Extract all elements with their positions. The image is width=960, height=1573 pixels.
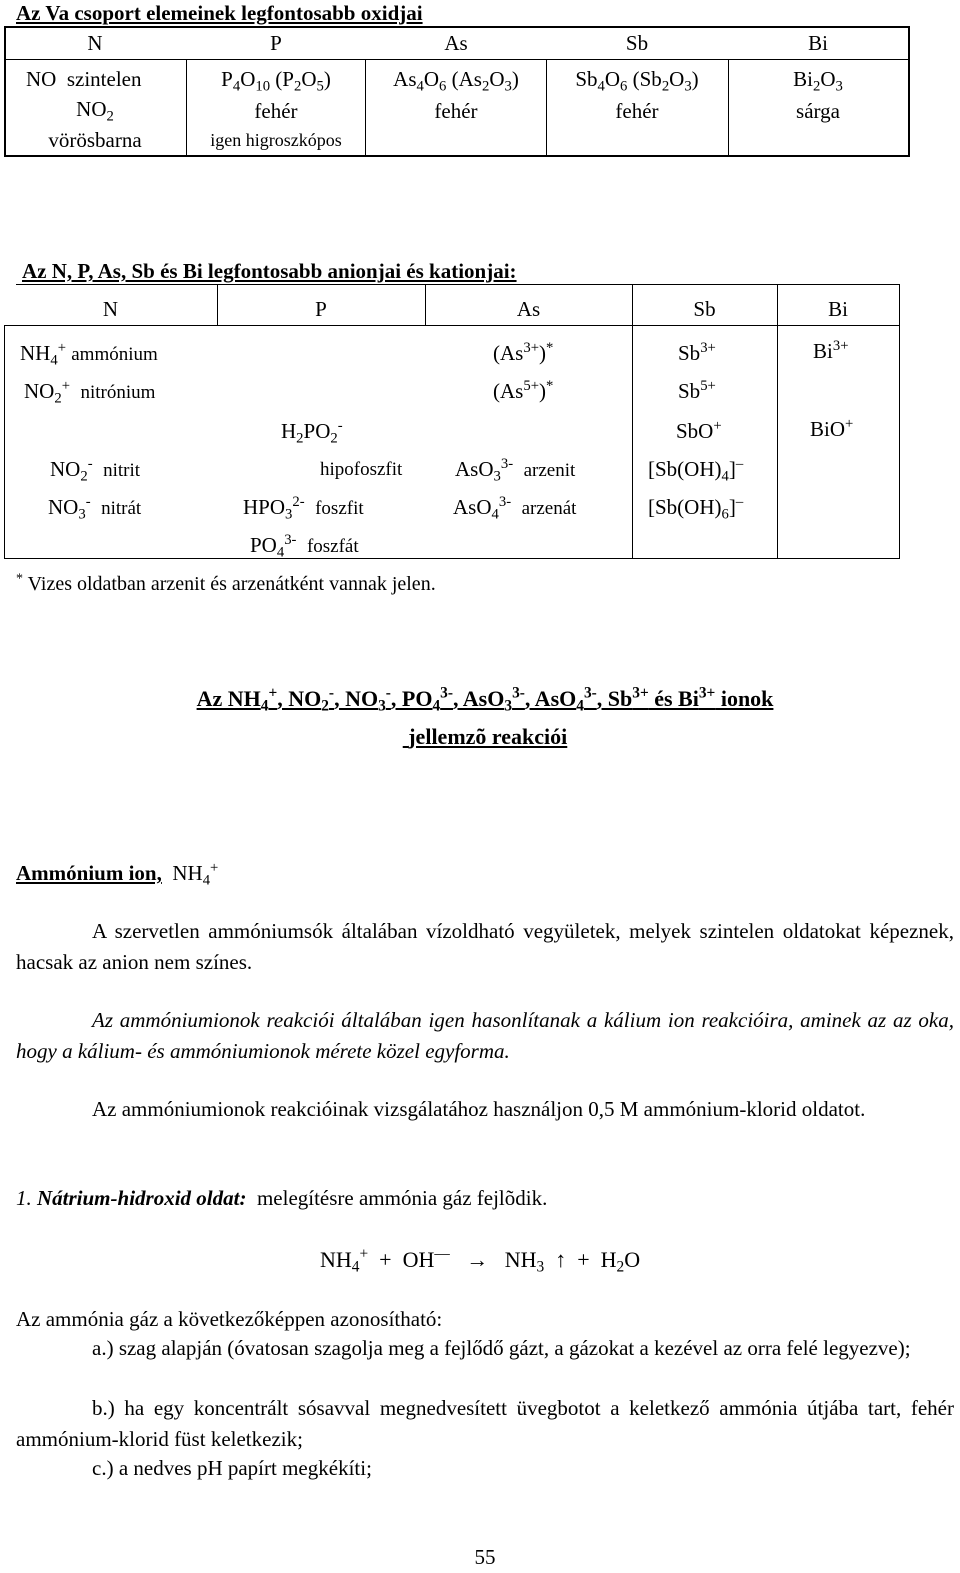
arrow-right-icon: → (466, 1247, 489, 1272)
oxide-p-color: fehér (254, 99, 298, 123)
ions-title: Az N, P, As, Sb és Bi legfontosabb anionjai és kationjai: (22, 259, 517, 283)
ions-header-bi: Bi (828, 297, 848, 321)
ion-sboh6: $[Sb(OH)_6]^-$ (648, 493, 744, 523)
identification-c: c.) a nedves pH papírt megkékíti; (92, 1456, 372, 1480)
ion-po4: $PO_4^{3-}$ foszfát (250, 531, 359, 561)
page-number: 55 (474, 1545, 496, 1569)
reaction-equation: $NH_4^+ + OH^—$ → $NH_3$ ↑ + $H_2O$ (320, 1245, 641, 1276)
ions-footnote: * Vizes oldatban arzenit és arzenátként vannak jelen. (16, 571, 436, 595)
oxide-bi-color: sárga (796, 99, 840, 123)
oxides-header-n: N (87, 31, 103, 55)
ion-hipofoszfit-label: hipofoszfit (320, 459, 403, 480)
ion-sb3: $Sb^{3+}$ (678, 339, 716, 365)
oxide-n-line3: vörösbarna (48, 128, 142, 152)
ion-sbo: SbO+ (676, 417, 722, 443)
oxides-header-as: As (444, 31, 468, 55)
ion-sboh4: $[Sb(OH)_4]^-$ (648, 455, 744, 485)
ions-header-n: N (102, 297, 119, 321)
oxide-p-note: igen higroszkópos (210, 130, 342, 150)
ammonium-paragraph-3: Az ammóniumionok reakcióinak vizsgálatához használjon 0,5 M ammónium-klorid oldatot. (92, 1097, 866, 1121)
ion-sb5: $Sb^{5+}$ (678, 377, 716, 403)
ion-no2-minus: $NO_2^-$ nitrit (50, 455, 141, 485)
oxide-as-color: fehér (434, 99, 478, 123)
ion-bi3: $Bi^{3+}$ (813, 337, 849, 363)
oxides-title: Az Va csoport elemeinek legfontosabb oxidjai (16, 1, 423, 25)
oxide-sb-color: fehér (615, 99, 659, 123)
oxides-header-p: P (270, 31, 282, 55)
ion-nh4: $NH_4^+$ ammónium (20, 339, 158, 369)
ion-bio: BiO+ (810, 415, 854, 441)
identification-intro: Az ammónia gáz a következőképpen azonosítható: (16, 1307, 443, 1331)
oxide-n-line2: $NO_2$ (76, 97, 114, 125)
identification-b: b.) ha egy koncentrált sósavval megnedvesített üvegbotot a keletkező ammónia útjába tart, fehér ammónium-klorid füst keletkezik; (16, 1396, 954, 1451)
reaction-1: 1. Nátrium-hidroxid oldat: melegítésre ammónia gáz fejlõdik. (16, 1186, 548, 1210)
arrow-up-icon: ↑ (555, 1247, 567, 1272)
ammonium-title: Ammónium ion, $NH_4^+$ (16, 859, 219, 889)
oxide-as-formula: $As_4O_6$ $(As_2O_3)$ (393, 67, 519, 95)
ion-aso3: AsO$_3^{3-}$ arzenit (455, 455, 576, 485)
oxide-n-line1: NO szintelen (26, 67, 142, 91)
ammonium-paragraph-2: Az ammóniumionok reakciói általában igen hasonlítanak a kálium ion reakcióira, aminek az az oka, hogy a kálium- és ammóniumionok mérete közel egyforma. (16, 1008, 954, 1063)
reactions-heading: Az $NH_4^+$, $NO_2^-$, $NO_3^-$, $PO_4^{3-}$, AsO$_3^{3-}$, AsO$_4^{3-}$, $Sb^{3+}$ és $Bi^{3+}$ ionok (196, 684, 774, 715)
ion-no3-minus: $NO_3^-$ nitrát (48, 493, 142, 523)
ion-no2-plus: $NO_2^+$ nitrónium (24, 377, 156, 407)
ion-hpo3: $HPO_3^{2-}$ foszfit (243, 493, 364, 523)
oxides-header-bi: Bi (808, 31, 828, 55)
ion-aso4: AsO$_4^{3-}$ arzenát (453, 493, 577, 523)
oxide-bi-formula: $Bi_2O_3$ (793, 67, 843, 95)
oxide-sb-formula: $Sb_4O_6$ $(Sb_2O_3)$ (575, 67, 699, 95)
oxide-p-formula: $P_4O_{10}$ $(P_2O_5)$ (221, 67, 331, 95)
ammonium-paragraph-1: A szervetlen ammóniumsók általában vízoldható vegyületek, melyek szintelen oldatokat képeznek, hacsak az anion nem színes. (16, 919, 954, 974)
ion-as3: $(As^{3+})^*$ (493, 339, 554, 365)
oxides-header-sb: Sb (625, 31, 649, 55)
ions-header-as: As (516, 297, 541, 321)
ion-as5: $(As^{5+})^*$ (493, 377, 554, 403)
ions-header-sb: Sb (693, 297, 716, 321)
identification-a: a.) szag alapján (óvatosan szagolja meg a fejlődő gázt, a gázokat a kezével az orra felé legyezve); (92, 1336, 911, 1360)
ion-h2po2: $H_2PO_2^-$ (281, 417, 343, 447)
ions-header-p: P (315, 297, 327, 321)
reactions-heading-line2: jellemzõ reakciói (408, 724, 568, 749)
